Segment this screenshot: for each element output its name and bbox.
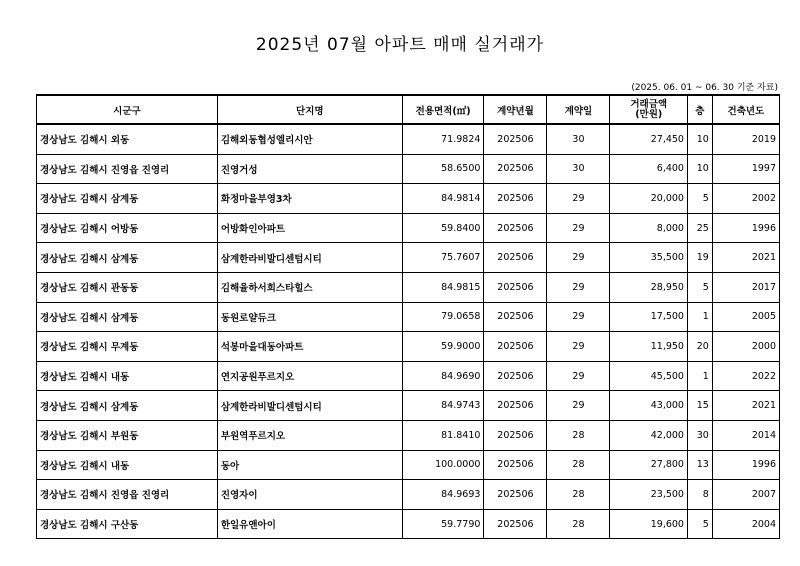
table-body bbox=[37, 124, 780, 539]
cell-floor: 15 bbox=[687, 391, 712, 421]
cell-floor: 30 bbox=[687, 420, 712, 450]
table-row bbox=[37, 124, 780, 154]
cell-contract-ym: 202506 bbox=[484, 450, 547, 480]
cell-area: 84.9693 bbox=[402, 480, 484, 510]
cell-region: 경상남도 김해시 외동 bbox=[37, 124, 218, 154]
header-area: 전용면적(㎡) bbox=[402, 95, 484, 124]
header-complex: 단지명 bbox=[217, 95, 402, 124]
cell-price: 27,800 bbox=[610, 450, 688, 480]
cell-area: 84.9690 bbox=[402, 361, 484, 391]
cell-floor: 25 bbox=[687, 213, 712, 243]
cell-contract-day: 30 bbox=[547, 154, 610, 184]
header-built: 건축년도 bbox=[712, 95, 779, 124]
cell-complex: 석봉마을대동아파트 bbox=[217, 332, 402, 362]
cell-price: 28,950 bbox=[610, 272, 688, 302]
table-row bbox=[37, 420, 780, 450]
cell-complex: 삼계한라비발디센텀시티 bbox=[217, 243, 402, 273]
cell-built: 2007 bbox=[712, 480, 779, 510]
cell-region: 경상남도 김해시 삼계동 bbox=[37, 243, 218, 273]
cell-region: 경상남도 김해시 관동동 bbox=[37, 272, 218, 302]
cell-region: 경상남도 김해시 구산동 bbox=[37, 509, 218, 539]
cell-area: 81.8410 bbox=[402, 420, 484, 450]
table-row bbox=[37, 361, 780, 391]
cell-floor: 1 bbox=[687, 302, 712, 332]
cell-price: 45,500 bbox=[610, 361, 688, 391]
cell-contract-ym: 202506 bbox=[484, 184, 547, 214]
cell-price: 20,000 bbox=[610, 184, 688, 214]
cell-floor: 10 bbox=[687, 124, 712, 154]
cell-contract-day: 29 bbox=[547, 184, 610, 214]
cell-built: 2000 bbox=[712, 332, 779, 362]
transaction-table bbox=[36, 94, 780, 539]
cell-contract-ym: 202506 bbox=[484, 213, 547, 243]
cell-contract-ym: 202506 bbox=[484, 302, 547, 332]
cell-contract-ym: 202506 bbox=[484, 480, 547, 510]
cell-price: 42,000 bbox=[610, 420, 688, 450]
cell-built: 2021 bbox=[712, 243, 779, 273]
table-row bbox=[37, 213, 780, 243]
header-price bbox=[610, 95, 688, 124]
cell-region: 경상남도 김해시 어방동 bbox=[37, 213, 218, 243]
cell-contract-ym: 202506 bbox=[484, 154, 547, 184]
cell-contract-day: 28 bbox=[547, 420, 610, 450]
cell-built: 1996 bbox=[712, 213, 779, 243]
cell-area: 79.0658 bbox=[402, 302, 484, 332]
cell-contract-day: 29 bbox=[547, 272, 610, 302]
cell-contract-day: 29 bbox=[547, 361, 610, 391]
cell-region: 경상남도 김해시 삼계동 bbox=[37, 184, 218, 214]
cell-complex: 김해외동협성엘리시안 bbox=[217, 124, 402, 154]
cell-built: 1996 bbox=[712, 450, 779, 480]
cell-contract-day: 29 bbox=[547, 213, 610, 243]
table-row bbox=[37, 509, 780, 539]
cell-area: 58.6500 bbox=[402, 154, 484, 184]
cell-area: 59.8400 bbox=[402, 213, 484, 243]
cell-complex: 김해율하서희스타힐스 bbox=[217, 272, 402, 302]
cell-contract-day: 29 bbox=[547, 302, 610, 332]
cell-region: 경상남도 김해시 진영읍 진영리 bbox=[37, 154, 218, 184]
header-contract-ym: 계약년월 bbox=[484, 95, 547, 124]
cell-floor: 13 bbox=[687, 450, 712, 480]
cell-built: 2005 bbox=[712, 302, 779, 332]
cell-complex: 진영자이 bbox=[217, 480, 402, 510]
cell-contract-day: 28 bbox=[547, 509, 610, 539]
cell-built: 2019 bbox=[712, 124, 779, 154]
cell-price: 17,500 bbox=[610, 302, 688, 332]
cell-floor: 5 bbox=[687, 184, 712, 214]
cell-region: 경상남도 김해시 내동 bbox=[37, 450, 218, 480]
cell-contract-day: 30 bbox=[547, 124, 610, 154]
header-row bbox=[37, 95, 780, 124]
cell-contract-ym: 202506 bbox=[484, 391, 547, 421]
cell-price: 27,450 bbox=[610, 124, 688, 154]
cell-region: 경상남도 김해시 내동 bbox=[37, 361, 218, 391]
cell-area: 59.9000 bbox=[402, 332, 484, 362]
cell-region: 경상남도 김해시 삼계동 bbox=[37, 391, 218, 421]
cell-area: 100.0000 bbox=[402, 450, 484, 480]
cell-contract-day: 29 bbox=[547, 332, 610, 362]
cell-price: 35,500 bbox=[610, 243, 688, 273]
table-row bbox=[37, 154, 780, 184]
date-range-note: (2025. 06. 01 ~ 06. 30 기준 자료) bbox=[631, 83, 778, 93]
cell-floor: 8 bbox=[687, 480, 712, 510]
cell-contract-ym: 202506 bbox=[484, 332, 547, 362]
cell-complex: 화정마을부영3차 bbox=[217, 184, 402, 214]
cell-contract-day: 28 bbox=[547, 480, 610, 510]
cell-built: 2021 bbox=[712, 391, 779, 421]
cell-area: 71.9824 bbox=[402, 124, 484, 154]
cell-complex: 동원로얄듀크 bbox=[217, 302, 402, 332]
cell-complex: 동아 bbox=[217, 450, 402, 480]
cell-contract-ym: 202506 bbox=[484, 124, 547, 154]
header-contract-day: 계약일 bbox=[547, 95, 610, 124]
cell-price: 11,950 bbox=[610, 332, 688, 362]
cell-floor: 20 bbox=[687, 332, 712, 362]
cell-floor: 10 bbox=[687, 154, 712, 184]
cell-floor: 5 bbox=[687, 509, 712, 539]
cell-price: 43,000 bbox=[610, 391, 688, 421]
header-price-line2: (만원) bbox=[635, 108, 663, 120]
cell-price: 6,400 bbox=[610, 154, 688, 184]
cell-built: 2022 bbox=[712, 361, 779, 391]
cell-area: 84.9814 bbox=[402, 184, 484, 214]
cell-region: 경상남도 김해시 무계동 bbox=[37, 332, 218, 362]
table-row bbox=[37, 184, 780, 214]
cell-complex: 부원역푸르지오 bbox=[217, 420, 402, 450]
cell-floor: 1 bbox=[687, 361, 712, 391]
cell-complex: 진영거성 bbox=[217, 154, 402, 184]
header-region: 시군구 bbox=[37, 95, 218, 124]
cell-region: 경상남도 김해시 부원동 bbox=[37, 420, 218, 450]
cell-area: 84.9815 bbox=[402, 272, 484, 302]
table-row bbox=[37, 332, 780, 362]
cell-complex: 연지공원푸르지오 bbox=[217, 361, 402, 391]
cell-area: 84.9743 bbox=[402, 391, 484, 421]
header-floor: 층 bbox=[687, 95, 712, 124]
cell-built: 1997 bbox=[712, 154, 779, 184]
cell-area: 59.7790 bbox=[402, 509, 484, 539]
cell-floor: 5 bbox=[687, 272, 712, 302]
table-row bbox=[37, 450, 780, 480]
cell-contract-day: 29 bbox=[547, 391, 610, 421]
page-title: 2025년 07월 아파트 매매 실거래가 bbox=[255, 35, 545, 55]
cell-built: 2004 bbox=[712, 509, 779, 539]
table-row bbox=[37, 272, 780, 302]
cell-contract-day: 28 bbox=[547, 450, 610, 480]
cell-built: 2017 bbox=[712, 272, 779, 302]
cell-contract-ym: 202506 bbox=[484, 509, 547, 539]
table-row bbox=[37, 480, 780, 510]
cell-price: 19,600 bbox=[610, 509, 688, 539]
cell-region: 경상남도 김해시 진영읍 진영리 bbox=[37, 480, 218, 510]
cell-area: 75.7607 bbox=[402, 243, 484, 273]
cell-contract-ym: 202506 bbox=[484, 243, 547, 273]
table-row bbox=[37, 302, 780, 332]
table-row bbox=[37, 391, 780, 421]
cell-contract-day: 29 bbox=[547, 243, 610, 273]
cell-contract-ym: 202506 bbox=[484, 272, 547, 302]
cell-price: 8,000 bbox=[610, 213, 688, 243]
cell-built: 2014 bbox=[712, 420, 779, 450]
cell-region: 경상남도 김해시 삼계동 bbox=[37, 302, 218, 332]
cell-contract-ym: 202506 bbox=[484, 361, 547, 391]
cell-contract-ym: 202506 bbox=[484, 420, 547, 450]
cell-complex: 삼계한라비발디센텀시티 bbox=[217, 391, 402, 421]
cell-complex: 어방화인아파트 bbox=[217, 213, 402, 243]
header-price-line1: 거래금액 bbox=[630, 98, 668, 110]
cell-built: 2002 bbox=[712, 184, 779, 214]
cell-floor: 19 bbox=[687, 243, 712, 273]
table-row bbox=[37, 243, 780, 273]
cell-complex: 한일유앤아이 bbox=[217, 509, 402, 539]
cell-price: 23,500 bbox=[610, 480, 688, 510]
